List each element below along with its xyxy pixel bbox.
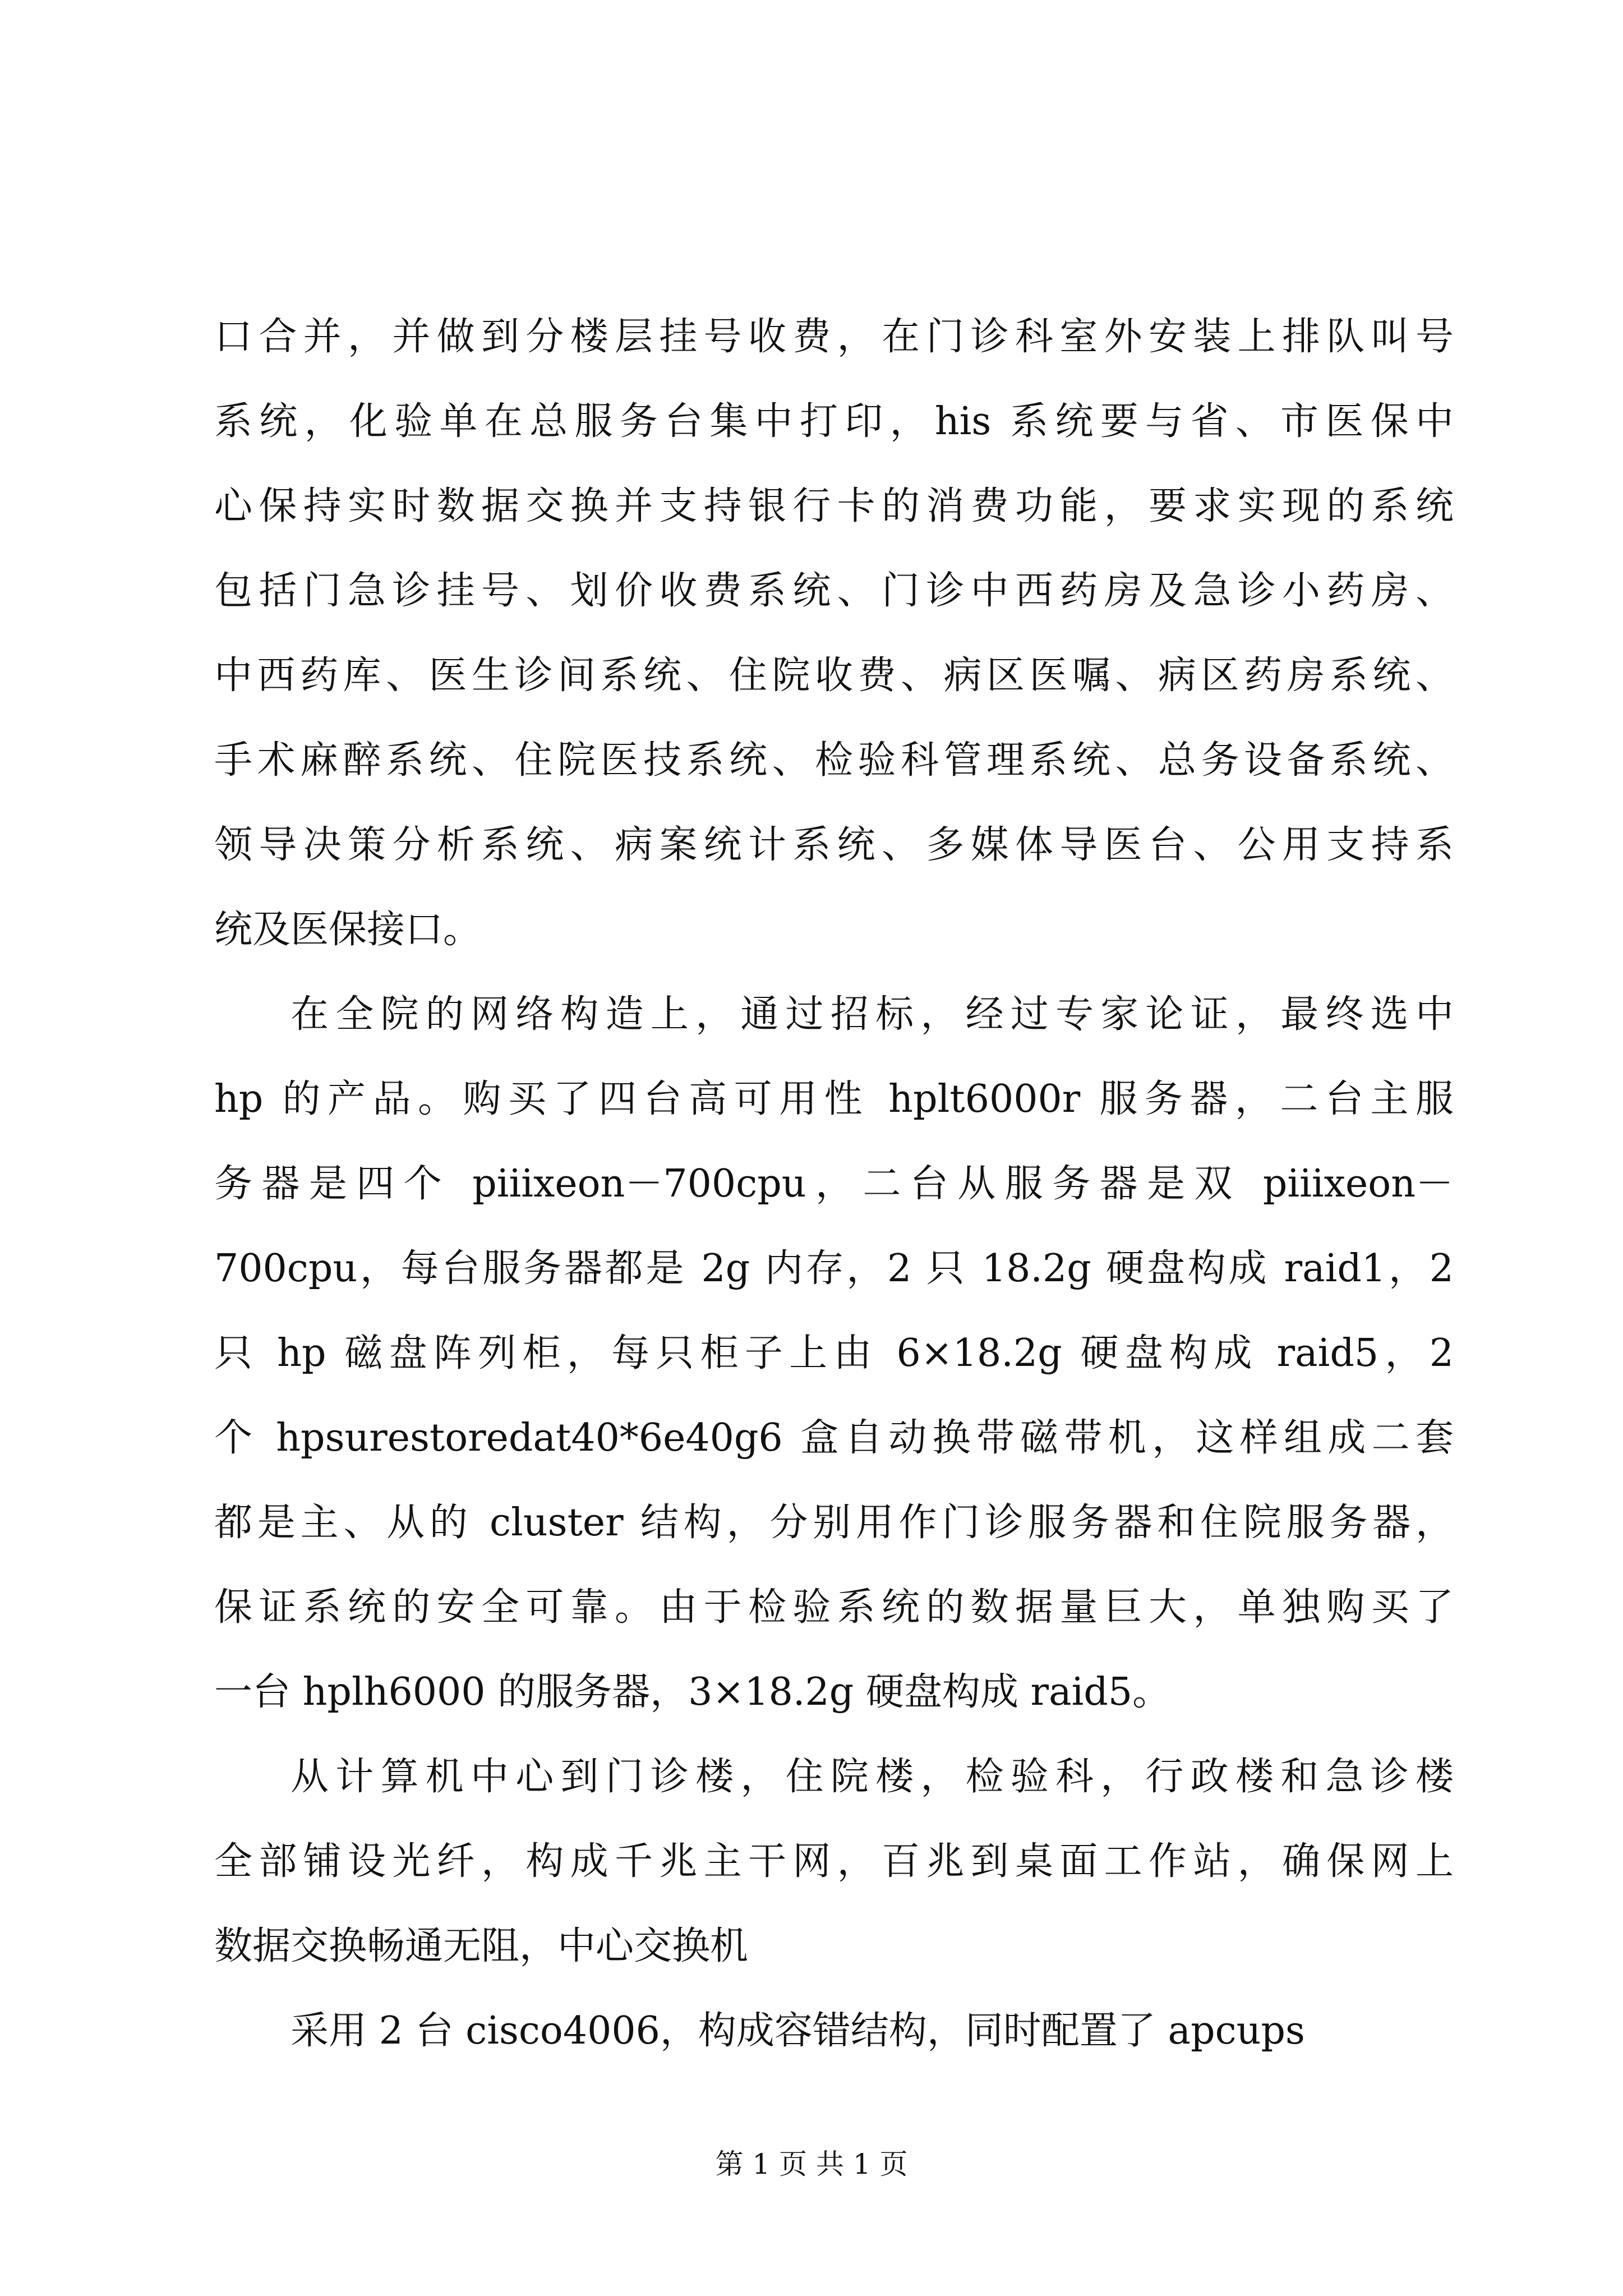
text-line: 系统，化验单在总服务台集中打印，his 系统要与省、市医保中: [214, 399, 1454, 444]
paragraph: [214, 972, 1454, 1734]
text-line: 全部铺设光纤，构成千兆主干网，百兆到桌面工作站，确保网上: [214, 1839, 1454, 1884]
text-line: 中西药库、医生诊间系统、住院收费、病区医嘱、病区药房系统、: [214, 654, 1454, 698]
page-footer: 第 1 页 共 1 页: [715, 2148, 908, 2180]
text-line: 领导决策分析系统、病案统计系统、多媒体导医台、公用支持系: [214, 823, 1454, 867]
text-line: 在全院的网络构造上，通过招标，经过专家论证，最终选中: [291, 992, 1454, 1037]
text-line: 只 hp 磁盘阵列柜，每只柜子上由 6×18.2g 硬盘构成 raid5，2: [214, 1331, 1454, 1375]
text-line: 统及医保接口。: [214, 908, 482, 952]
text-line: hp 的产品。购买了四台高可用性 hplt6000r 服务器，二台主服: [214, 1077, 1454, 1121]
text-line: 数据交换畅通无阻，中心交换机: [214, 1924, 749, 1968]
text-line: 都是主、从的 cluster 结构，分别用作门诊服务器和住院服务器，: [214, 1501, 1454, 1545]
text-line: 保证系统的安全可靠。由于检验系统的数据量巨大，单独购买了: [214, 1585, 1454, 1630]
paragraph: [214, 295, 1454, 972]
text-line: 一台 hplh6000 的服务器，3×18.2g 硬盘构成 raid5。: [214, 1670, 1171, 1714]
text-line: 个 hpsurestoredat40*6e40g6 盒自动换带磁带机，这样组成二套: [214, 1416, 1454, 1460]
text-line: 采用 2 台 cisco4006，构成容错结构，同时配置了 apcups: [291, 2009, 1305, 2053]
paragraph: [214, 1734, 1454, 1989]
text-line: 手术麻醉系统、住院医技系统、检验科管理系统、总务设备系统、: [214, 738, 1454, 783]
text-line: 从计算机中心到门诊楼，住院楼，检验科，行政楼和急诊楼: [291, 1755, 1454, 1799]
text-line: 700cpu，每台服务器都是 2g 内存，2 只 18.2g 硬盘构成 raid1，2: [214, 1246, 1454, 1291]
text-line: 心保持实时数据交换并支持银行卡的消费功能，要求实现的系统: [214, 484, 1454, 528]
document-body: [214, 295, 1454, 2073]
text-line: 口合并，并做到分楼层挂号收费，在门诊科室外安装上排队叫号: [214, 315, 1454, 359]
text-line: 包括门急诊挂号、划价收费系统、门诊中西药房及急诊小药房、: [214, 569, 1454, 613]
paragraph: [214, 1989, 1454, 2073]
text-line: 务器是四个 piiixeon－700cpu，二台从服务器是双 piiixeon－: [214, 1162, 1454, 1206]
